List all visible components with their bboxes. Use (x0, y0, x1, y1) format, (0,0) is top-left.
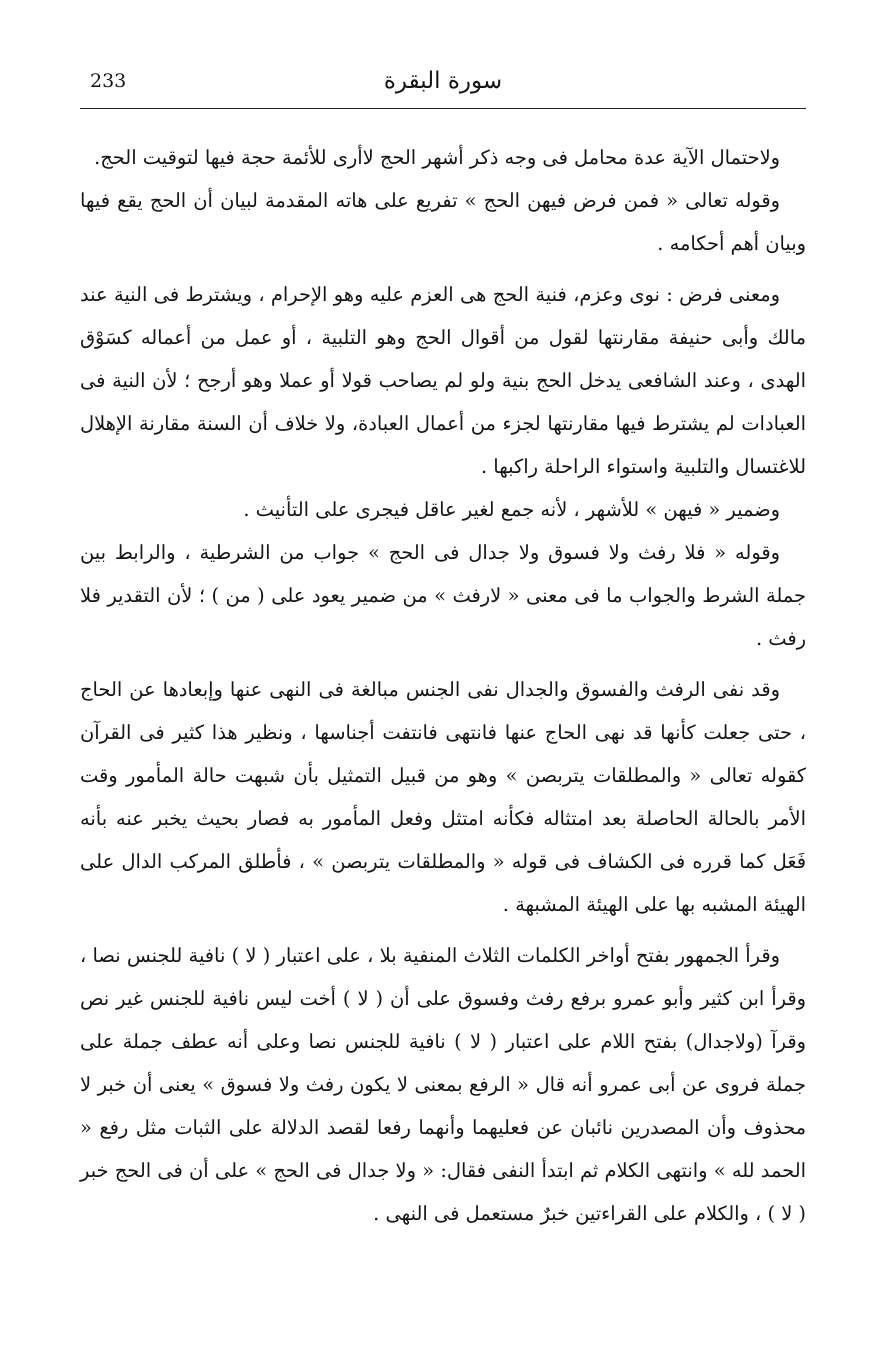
page-number: 233 (90, 70, 127, 92)
body-text (80, 136, 806, 1235)
paragraph-6: وقد نفى الرفث والفسوق والجدال نفى الجنس مبالغة فى النهى عنها وإبعادها عن الحاج ، حتى جعلت كأنها قد نهى الحاج عنها فانتهى فانتفت أجناسها ، ونظير هذا كثير فى القرآن كقوله تعالى « والمطلقات يتربصن » وهو من قبيل التمثيل بأن شبهت حالة المأمور وقت الأمر بالحالة الحاصلة بعد امتثاله فكأنه امتثل وفعل المأمور به فصار بحيث يخبر عنه بأنه فَعَل كما قرره فى الكشاف فى قوله « والمطلقات يتربصن » ، فأطلق المركب الدال على الهيئة المشبه بها على الهيئة المشبهة . (80, 678, 806, 916)
running-title: سورة البقرة (383, 68, 503, 94)
page-header (80, 62, 806, 108)
header-rule (80, 108, 806, 109)
paragraph-2: وقوله تعالى « فمن فرض فيهن الحج » تفريع على هاته المقدمة لبيان أن الحج يقع فيها وبيان أهم أحكامه . (80, 189, 806, 255)
paragraph-3: ومعنى فرض : نوى وعزم، فنية الحج هى العزم عليه وهو الإحرام ، ويشترط فى النية عند مالك وأبى حنيفة مقارنتها لقول من أقوال الحج وهو التلبية ، أو عمل من أعماله كسَوْق الهدى ، وعند الشافعى يدخل الحج بنية ولو لم يصاحب قولا أو عملا وهو أرجح ؛ لأن النية فى العبادات لم يشترط فيها مقارنتها لجزء من أعمال العبادة، ولا خلاف أن السنة مقارنة الإهلال للاغتسال والتلبية واستواء الراحلة راكبها . (80, 283, 806, 478)
paragraph-7: وقرأ الجمهور بفتح أواخر الكلمات الثلاث المنفية بلا ، على اعتبار ( لا ) نافية للجنس نصا ، وقرأ ابن كثير وأبو عمرو برفع رفث وفسوق على أن ( لا ) أخت ليس نافية للجنس غير نص وقرآ (ولاجدال) بفتح اللام على اعتبار ( لا ) نافية للجنس نصا وعلى أنه عطف جملة على جملة فروى عن أبى عمرو أنه قال « الرفع بمعنى لا يكون رفث ولا فسوق » يعنى أن خبر لا محذوف وأن المصدرين نائبان عن فعليهما وأنهما رفعا لقصد الدلالة على الثبات مثل رفع « الحمد لله » وانتهى الكلام ثم ابتدأ النفى فقال: « ولا جدال فى الحج » على أن فى الحج خبر ( لا ) ، والكلام على القراءتين خبرٌ مستعمل فى النهى . (80, 944, 806, 1225)
paragraph-1: ولاحتمال الآية عدة محامل فى وجه ذكر أشهر الحج لاأرى للأئمة حجة فيها لتوقيت الحج. (94, 146, 780, 169)
paragraph-4: وضمير « فيهن » للأشهر ، لأنه جمع لغير عاقل فيجرى على التأنيث . (243, 498, 780, 521)
paragraph-5: وقوله « فلا رفث ولا فسوق ولا جدال فى الحج » جواب من الشرطية ، والرابط بين جملة الشرط والجواب ما فى معنى « لارفث » من ضمير يعود على ( من ) ؛ لأن التقدير فلا رفث . (80, 541, 806, 650)
